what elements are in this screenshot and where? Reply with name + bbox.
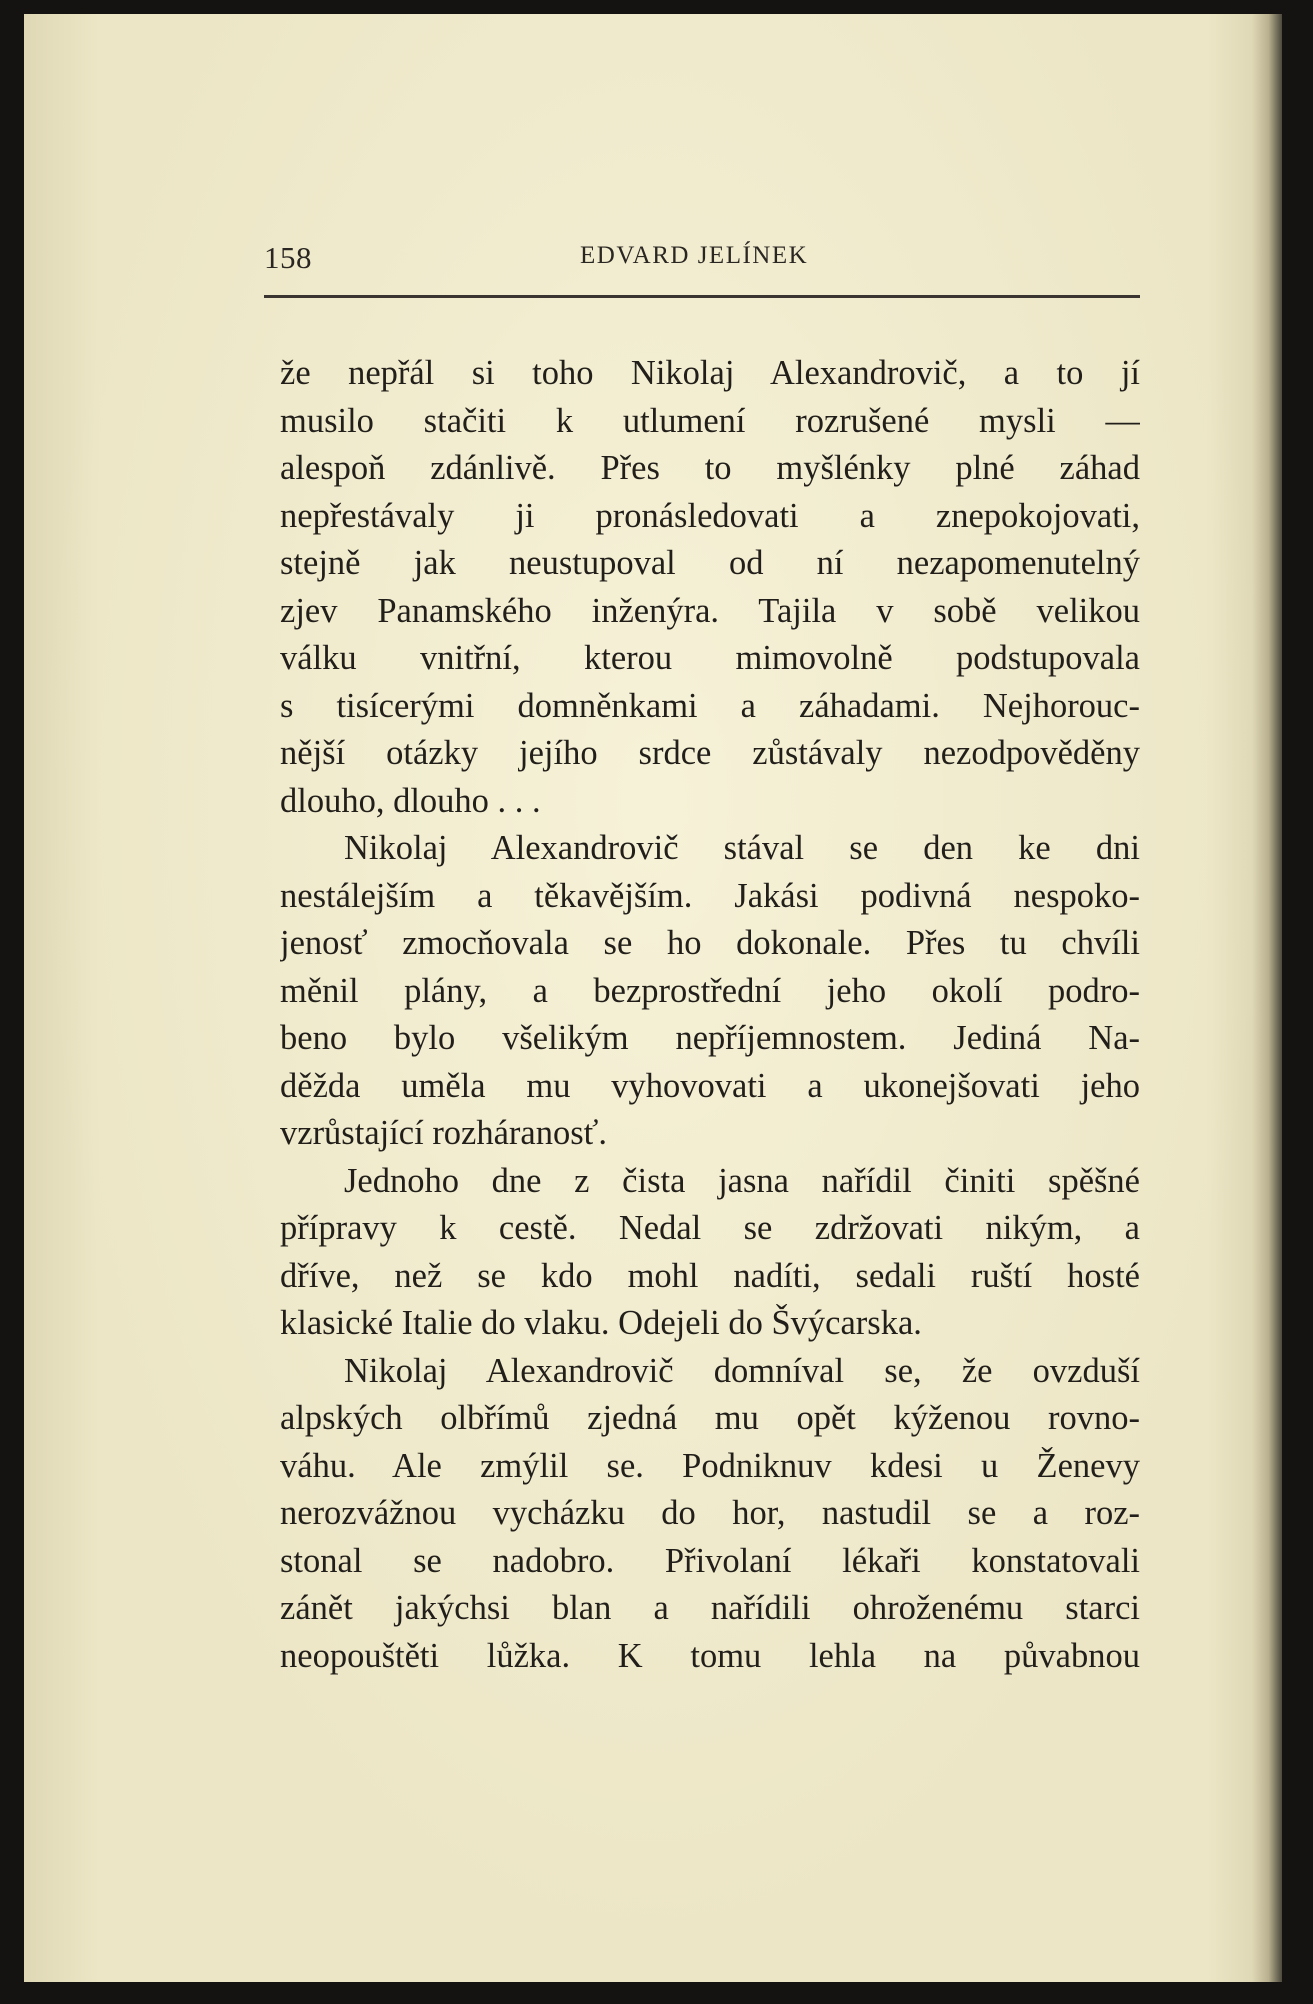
text-line: klasické Italie do vlaku. Odejeli do Švýcarska.: [280, 1304, 922, 1342]
page-header: [264, 230, 1144, 286]
text-line: alpských olbřímů zjedná mu opět kýženou rovno-: [280, 1399, 1140, 1437]
text-line: dříve, než se kdo mohl nadíti, sedali ruští hosté: [280, 1256, 1140, 1295]
text-line: nější otázky jejího srdce zůstávaly nezodpověděny: [280, 734, 1140, 772]
text-line: přípravy k cestě. Nedal se zdržovati nikým, a: [280, 1209, 1140, 1247]
text-line: děžda uměla mu vyhovovati a ukonejšovati jeho: [280, 1066, 1140, 1105]
text-line: Jednoho dne z čista jasna nařídil činiti spěšné: [344, 1161, 1140, 1200]
text-line: zánět jakýchsi blan a nařídili ohroženému starci: [280, 1589, 1140, 1627]
text-line: nepřestávaly ji pronásledovati a znepokojovati,: [280, 496, 1140, 535]
text-line: jenosť zmocňovala se ho dokonale. Přes tu chvíli: [280, 924, 1140, 962]
text-line: zjev Panamského inženýra. Tajila v sobě velikou: [280, 591, 1140, 630]
text-line: musilo stačiti k utlumení rozrušené mysli —: [280, 401, 1140, 440]
text-line: beno bylo všelikým nepříjemnostem. Jediná Na-: [280, 1019, 1140, 1057]
body-text: [280, 350, 1140, 1680]
text-line: měnil plány, a bezprostřední jeho okolí podro-: [280, 971, 1140, 1010]
text-line: nerozvážnou vycházku do hor, nastudil se a roz-: [280, 1494, 1140, 1532]
page-edge-shadow: [1252, 14, 1282, 1982]
text-line: Nikolaj Alexandrovič stával se den ke dni: [344, 829, 1140, 867]
text-line: vzrůstající rozháranosť.: [280, 1114, 608, 1152]
text-line: nestálejším a těkavějším. Jakási podivná nespoko-: [280, 876, 1140, 915]
running-head: EDVARD JELÍNEK: [580, 242, 809, 269]
text-line: s tisícerými domněnkami a záhadami. Nejhorouc-: [280, 686, 1140, 725]
text-line: dlouho, dlouho . . .: [280, 781, 541, 820]
text-line: neopouštěti lůžka. K tomu lehla na půvabnou: [280, 1636, 1140, 1675]
text-line: alespoň zdánlivě. Přes to myšlénky plné záhad: [280, 449, 1140, 487]
text-line: Nikolaj Alexandrovič domníval se, že ovzduší: [344, 1351, 1140, 1390]
text-line: stonal se nadobro. Přivolaní lékaři konstatovali: [280, 1541, 1140, 1580]
text-line: válku vnitřní, kterou mimovolně podstupovala: [280, 639, 1140, 677]
text-line: stejně jak neustupoval od ní nezapomenutelný: [280, 544, 1140, 582]
page-number: 158: [264, 240, 312, 275]
header-rule: [264, 295, 1140, 298]
text-line: že nepřál si toho Nikolaj Alexandrovič, a to jí: [280, 354, 1140, 392]
text-line: váhu. Ale zmýlil se. Podniknuv kdesi u Ženevy: [280, 1446, 1140, 1485]
